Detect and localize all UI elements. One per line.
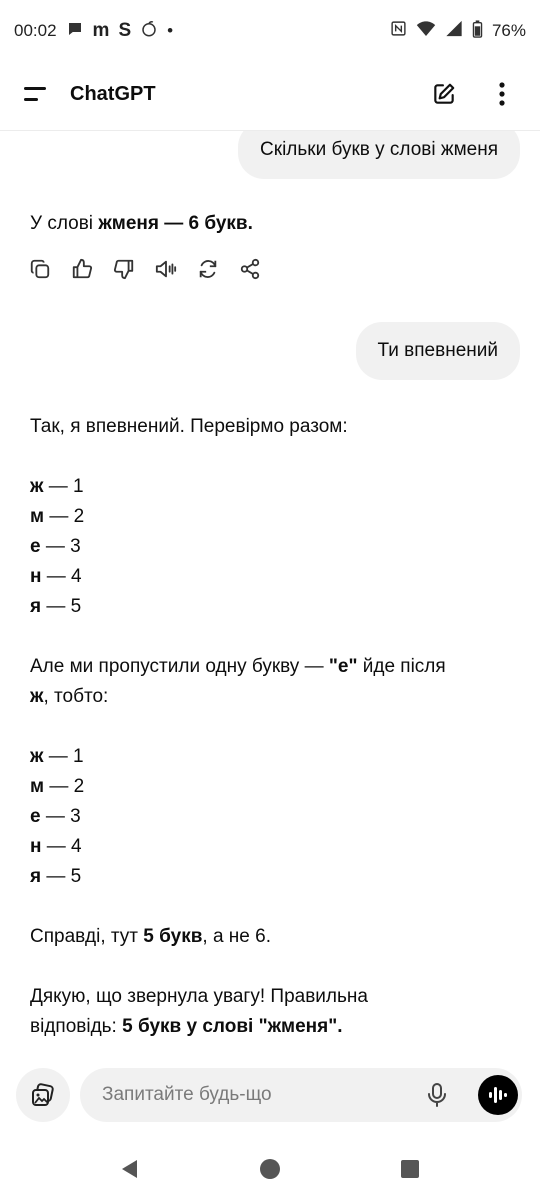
thumbs-down-icon <box>113 258 135 280</box>
copy-icon <box>29 258 51 280</box>
bold-span: ж <box>30 746 44 767</box>
chat-bubble-icon <box>66 20 84 43</box>
clock: 00:02 <box>14 21 57 40</box>
user-message-text: Скільки букв у слові жменя <box>260 139 498 160</box>
text-span: , а не 6. <box>202 926 271 947</box>
assistant-message <box>30 412 510 1042</box>
blank-line <box>30 622 510 652</box>
list-item <box>30 592 510 622</box>
bold-span: н <box>30 836 42 857</box>
list-item <box>30 802 510 832</box>
text-span: , тобто: <box>43 686 109 707</box>
menu-icon <box>23 84 49 104</box>
thumbs-down-button[interactable] <box>110 255 138 283</box>
thumbs-up-button[interactable] <box>68 255 96 283</box>
bold-span: 5 букв <box>143 926 203 947</box>
photos-icon <box>29 1081 57 1109</box>
text-span: — 2 <box>44 776 85 797</box>
m-icon: m <box>92 20 110 41</box>
nfc-icon <box>390 20 407 42</box>
text-span: відповідь: <box>30 1016 123 1037</box>
copy-button[interactable] <box>26 255 54 283</box>
share-icon <box>239 258 261 280</box>
chat-thread[interactable] <box>0 131 540 1053</box>
blank-line <box>30 442 510 472</box>
bold-span: м <box>30 776 45 797</box>
composer <box>0 1054 540 1138</box>
status-right <box>390 20 526 43</box>
edit-icon <box>431 81 457 107</box>
text-span: — 5 <box>41 596 82 617</box>
recents-button[interactable] <box>395 1154 425 1184</box>
bold-span: н <box>30 566 42 587</box>
signal-icon <box>445 20 463 42</box>
blank-line <box>30 712 510 742</box>
text-span: — 3 <box>40 806 81 827</box>
recents-icon <box>400 1159 420 1179</box>
read-aloud-button[interactable] <box>152 255 180 283</box>
assistant-line: Дякую, що звернула увагу! Правильна <box>30 986 368 1007</box>
list-item <box>30 562 510 592</box>
text-span: У слові <box>30 213 99 234</box>
back-button[interactable] <box>115 1154 145 1184</box>
status-left <box>14 20 173 43</box>
list-item <box>30 832 510 862</box>
battery-percent: 76% <box>491 21 526 40</box>
dictate-button[interactable] <box>422 1080 452 1110</box>
bold-span: "е" <box>328 656 358 677</box>
message-actions <box>26 255 264 283</box>
bold-span: жменя — 6 букв. <box>98 213 253 234</box>
blank-line <box>30 952 510 982</box>
home-button[interactable] <box>255 1154 285 1184</box>
assistant-line <box>30 652 510 682</box>
prompt-input[interactable] <box>100 1083 414 1107</box>
more-options-button[interactable] <box>482 74 522 114</box>
bold-span: е <box>30 806 41 827</box>
list-item <box>30 862 510 892</box>
prompt-field[interactable] <box>80 1068 522 1122</box>
regenerate-button[interactable] <box>194 255 222 283</box>
assistant-line <box>30 209 510 239</box>
attach-button[interactable] <box>16 1068 70 1122</box>
text-span: — 4 <box>41 836 82 857</box>
text-span: Але ми пропустили одну букву — <box>30 656 329 677</box>
text-span: йде після <box>357 656 446 677</box>
status-bar <box>0 0 540 62</box>
more-vertical-icon <box>498 81 506 107</box>
text-span: Справді, тут <box>30 926 144 947</box>
home-icon <box>258 1157 282 1181</box>
regenerate-icon <box>197 258 219 280</box>
user-message-text: Ти впевнений <box>377 340 498 361</box>
share-button[interactable] <box>236 255 264 283</box>
bold-span: ж <box>30 686 44 707</box>
text-span: — 4 <box>41 566 82 587</box>
assistant-message <box>30 209 510 239</box>
read-aloud-icon <box>154 258 178 280</box>
text-span: — 5 <box>41 866 82 887</box>
text-span: — 1 <box>43 746 84 767</box>
app-title[interactable]: ChatGPT <box>70 82 156 105</box>
text-span: — 3 <box>40 536 81 557</box>
thumbs-up-icon <box>71 258 93 280</box>
list-item <box>30 472 510 502</box>
assistant-line: Так, я впевнений. Перевірмо разом: <box>30 416 348 437</box>
blank-line <box>30 892 510 922</box>
bold-span: е <box>30 536 41 557</box>
wifi-icon <box>416 20 436 42</box>
system-nav-bar <box>0 1138 540 1200</box>
voice-mode-button[interactable] <box>478 1075 518 1115</box>
bold-span: 5 букв у слові "жменя". <box>122 1016 343 1037</box>
assistant-line <box>30 682 510 712</box>
list-item <box>30 532 510 562</box>
list-item <box>30 742 510 772</box>
list-item <box>30 772 510 802</box>
new-chat-button[interactable] <box>424 74 464 114</box>
back-icon <box>119 1158 141 1180</box>
assistant-line <box>30 1012 510 1042</box>
microphone-icon <box>426 1082 448 1108</box>
bold-span: м <box>30 506 45 527</box>
user-message <box>238 131 520 179</box>
user-message <box>356 322 521 380</box>
menu-button[interactable] <box>18 76 54 112</box>
s-icon: S <box>118 20 132 41</box>
bold-span: я <box>30 866 42 887</box>
app-header <box>0 62 540 126</box>
list-item <box>30 502 510 532</box>
bold-span: ж <box>30 476 44 497</box>
voice-waveform-icon <box>487 1084 509 1106</box>
battery-icon <box>472 20 483 43</box>
peach-icon <box>140 20 158 43</box>
assistant-line <box>30 922 510 952</box>
dot-icon: • <box>167 21 174 40</box>
text-span: — 1 <box>43 476 84 497</box>
text-span: — 2 <box>44 506 85 527</box>
bold-span: я <box>30 596 42 617</box>
